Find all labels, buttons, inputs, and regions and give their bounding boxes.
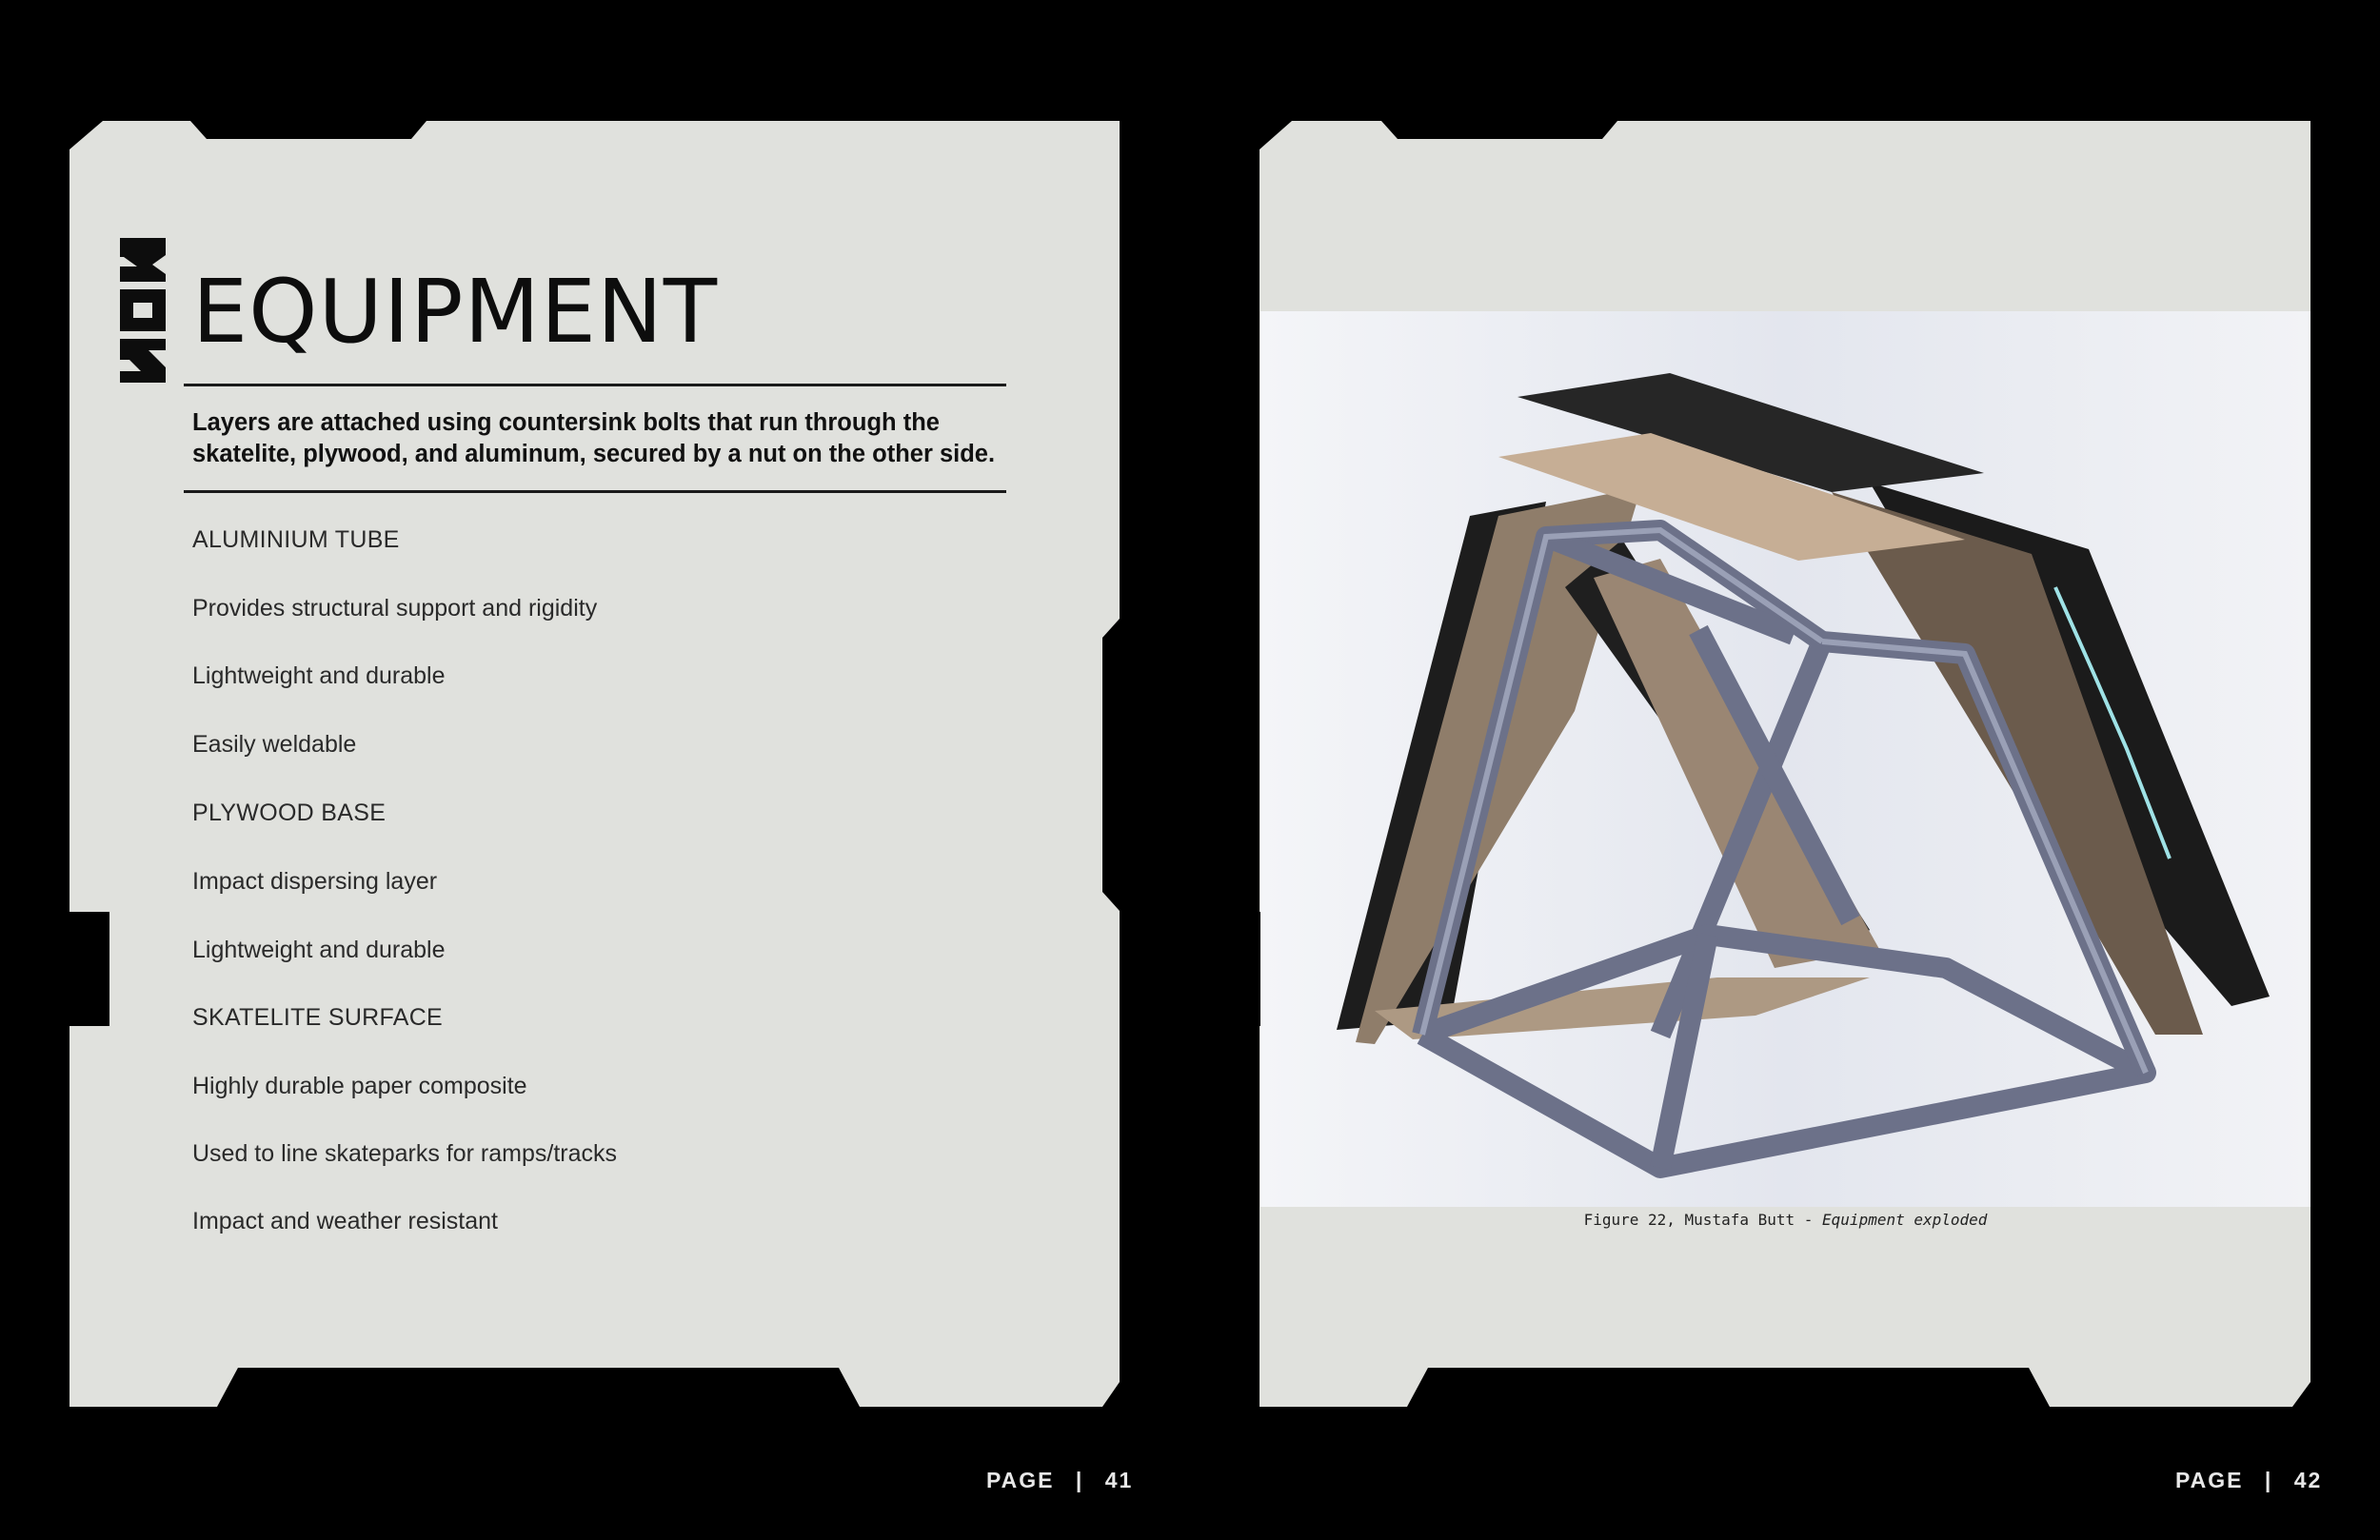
kor-logo xyxy=(116,236,169,385)
intro-divider xyxy=(184,490,1006,493)
page-separator: | xyxy=(2264,1468,2273,1492)
caption-main: Figure 22, Mustafa Butt - xyxy=(1583,1211,1823,1229)
title-divider xyxy=(184,384,1006,386)
section-heading-skatelite-surface: SKATELITE SURFACE xyxy=(192,1004,444,1031)
list-item: Easily weldable xyxy=(192,731,357,758)
page-number: 42 xyxy=(2293,1468,2323,1492)
page-title: EQUIPMENT xyxy=(192,261,719,363)
list-item: Used to line skateparks for ramps/tracks xyxy=(192,1140,617,1167)
page-number-left xyxy=(986,1468,1133,1493)
list-item: Impact and weather resistant xyxy=(192,1208,498,1234)
list-item: Highly durable paper composite xyxy=(192,1073,527,1099)
list-item: Provides structural support and rigidity xyxy=(192,595,598,622)
list-item: Lightweight and durable xyxy=(192,662,446,689)
page-number-right xyxy=(2175,1468,2322,1493)
page-label: PAGE xyxy=(986,1468,1055,1492)
page-separator: | xyxy=(1075,1468,1084,1492)
list-item: Lightweight and durable xyxy=(192,937,446,963)
section-heading-plywood-base: PLYWOOD BASE xyxy=(192,800,387,826)
section-heading-aluminium-tube: ALUMINIUM TUBE xyxy=(192,526,400,553)
page-number: 41 xyxy=(1104,1468,1134,1492)
equipment-exploded-figure xyxy=(1260,311,2311,1207)
page-label: PAGE xyxy=(2175,1468,2244,1492)
list-item: Impact dispersing layer xyxy=(192,868,438,895)
caption-italic: Equipment exploded xyxy=(1822,1211,1988,1229)
intro-paragraph: Layers are attached using countersink bolts that run through the skatelite, plywood, and aluminum, secured by a nut on the other side. xyxy=(192,409,996,467)
figure-caption xyxy=(1260,1211,2311,1229)
